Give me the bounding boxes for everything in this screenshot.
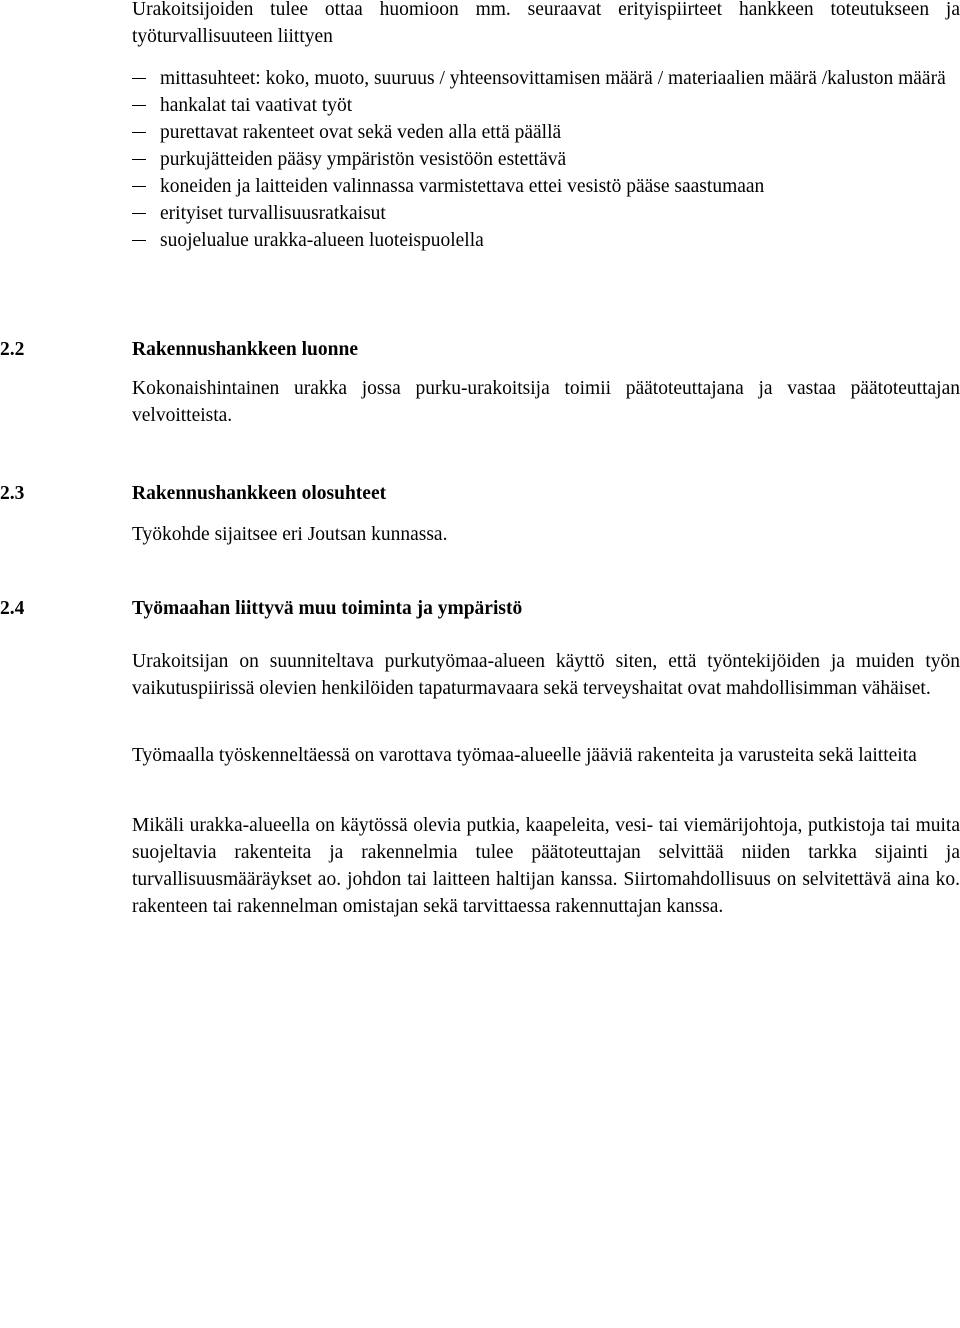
list-item: suojelualue urakka-alueen luoteispuolella <box>132 227 960 254</box>
section-number: 2.2 <box>0 339 25 360</box>
list-item: mittasuhteet: koko, muoto, suuruus / yhteensovittamisen määrä / materiaalien määrä /kaluston määrä <box>132 65 960 92</box>
list-item: koneiden ja laitteiden valinnassa varmistettava ettei vesistö pääse saastumaan <box>132 173 960 200</box>
section-paragraph: Mikäli urakka-alueella on käytössä olevia putkia, kaapeleita, vesi- tai viemärijohtoja, putkistoja tai muita suojeltavia rakenteita ja rakennelmia tulee päätoteuttajan selvittää niiden tarkka sijainti ja turvallisuusmääräykset ao. johdon tai laitteen haltijan kanssa. Siirtomahdollisuus on selvitettävä aina ko. rakenteen tai rakennelman omistajan sekä tarvittaessa rakennuttajan kanssa. <box>132 815 960 917</box>
section-paragraph: Työmaalla työskenneltäessä on varottava työmaa-alueelle jääviä rakenteita ja varusteita sekä laitteita <box>132 745 917 766</box>
list-item: hankalat tai vaativat työt <box>132 92 960 119</box>
section-paragraph: Työkohde sijaitsee eri Joutsan kunnassa. <box>132 524 448 545</box>
section-paragraph: Kokonaishintainen urakka jossa purku-urakoitsija toimii päätoteuttajana ja vastaa päätoteuttajan velvoitteista. <box>132 378 960 426</box>
section-heading: Rakennushankkeen olosuhteet <box>132 483 387 504</box>
section-heading: Rakennushankkeen luonne <box>132 339 358 360</box>
list-item: purettavat rakenteet ovat sekä veden alla että päällä <box>132 119 960 146</box>
section-number: 2.3 <box>0 483 25 504</box>
section-paragraph: Urakoitsijan on suunniteltava purkutyömaa-alueen käyttö siten, että työntekijöiden ja muiden työn vaikutuspiirissä olevien henkilöiden tapaturmavaara sekä terveyshaitat ovat mahdollisimman vähäiset. <box>132 651 960 699</box>
intro-paragraph: Urakoitsijoiden tulee ottaa huomioon mm. seuraavat erityispiirteet hankkeen toteutukseen ja työturvallisuuteen liittyen <box>132 0 960 47</box>
section-number: 2.4 <box>0 598 25 619</box>
list-item: purkujätteiden pääsy ympäristön vesistöön estettävä <box>132 146 960 173</box>
section-heading: Työmaahan liittyvä muu toiminta ja ympäristö <box>132 598 523 619</box>
list-item: erityiset turvallisuusratkaisut <box>132 200 960 227</box>
requirements-list <box>132 65 960 254</box>
